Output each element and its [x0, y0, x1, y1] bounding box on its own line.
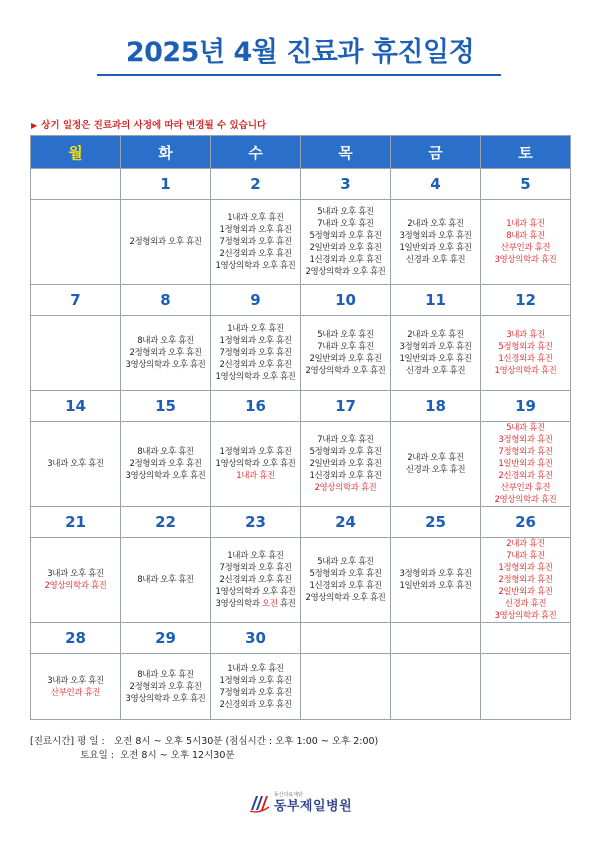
closure-entry: 1내과 오후 휴진: [227, 663, 284, 674]
closure-entry: 1내과 오후 휴진: [227, 213, 284, 223]
closure-entry: 2신경외과 오후 휴진: [219, 360, 292, 370]
page-title: 2025년 4월 진료과 휴진일정: [125, 37, 475, 68]
closure-entry: 7내과 휴진: [506, 551, 545, 561]
weekday-header: 월: [31, 136, 121, 169]
closure-entry: 8내과 오후 휴진: [137, 575, 194, 585]
closure-entry: 1영상의학과 오후 휴진: [215, 459, 296, 469]
date-cell: 12: [481, 285, 571, 316]
closure-entry: 2내과 오후 휴진: [407, 453, 464, 463]
closure-entry: 3내과 휴진: [506, 330, 545, 340]
closure-entry: 2신경외과 휴진: [498, 471, 553, 481]
closure-entry: 7정형외과 휴진: [498, 447, 553, 457]
weekday-header: 수: [211, 136, 301, 169]
events-cell: [31, 200, 121, 285]
closure-entry: 3정형외과 오후 휴진: [399, 569, 472, 579]
closure-entry: 신경과 오후 휴진: [405, 255, 466, 265]
date-cell: 2: [211, 169, 301, 200]
closure-entry: 2신경외과 오후 휴진: [219, 575, 292, 585]
events-row: [31, 654, 571, 720]
closure-entry: 3영상의학과 오후 휴진: [125, 693, 206, 704]
date-cell: 25: [391, 507, 481, 538]
events-row: [31, 316, 571, 391]
closure-entry: 7내과 오후 휴진: [317, 219, 374, 229]
date-cell: 10: [301, 285, 391, 316]
date-cell: 3: [301, 169, 391, 200]
closure-entry: 2신경외과 오후 휴진: [219, 249, 292, 259]
events-row: [31, 422, 571, 507]
closure-entry: 1일반외과 오후 휴진: [399, 243, 472, 253]
date-cell: [31, 169, 121, 200]
closure-entry: 7내과 오후 휴진: [317, 435, 374, 445]
closure-entry: 1신경외과 오후 휴진: [309, 581, 382, 591]
events-cell: [301, 538, 391, 623]
closure-entry: 2일반외과 오후 휴진: [309, 243, 382, 253]
closure-entry: 3영상의학과 오후 휴진: [125, 360, 206, 370]
logo-subtitle: 동산의료재단: [273, 792, 303, 798]
closure-entry: 8내과 오후 휴진: [137, 336, 194, 346]
date-cell: 22: [121, 507, 211, 538]
date-cell: 26: [481, 507, 571, 538]
closure-entry: 1영상의학과 오후 휴진: [215, 261, 296, 271]
events-cell: [481, 422, 571, 507]
events-cell: [211, 316, 301, 391]
closure-entry: 신경과 휴진: [504, 599, 547, 609]
closure-entry: 8내과 오후 휴진: [137, 447, 194, 457]
closure-entry: 3정형외과 오후 휴진: [399, 231, 472, 241]
date-cell: 7: [31, 285, 121, 316]
closure-entry: 1영상의학과 오후 휴진: [215, 587, 296, 597]
date-cell: [391, 623, 481, 654]
closure-entry: 3영상의학과 오후 휴진: [125, 471, 206, 481]
date-cell: 21: [31, 507, 121, 538]
date-row: [31, 391, 571, 422]
logo-name: 동부제일병원: [273, 799, 353, 814]
closure-entry: 2영상의학과 휴진: [314, 483, 377, 493]
closure-entry: 1내과 휴진: [506, 219, 545, 229]
closure-entry: 5정형외과 휴진: [498, 342, 553, 352]
hours-label: [진료시간]: [30, 736, 75, 747]
date-row: [31, 507, 571, 538]
events-cell: [211, 654, 301, 720]
closure-entry: 2내과 오후 휴진: [407, 219, 464, 229]
events-row: [31, 200, 571, 285]
date-cell: 16: [211, 391, 301, 422]
closure-entry: 1일반외과 휴진: [498, 459, 553, 469]
notice-text: 상기 일정은 진료과의 사정에 따라 변경될 수 있습니다: [41, 120, 267, 131]
title-underline: [97, 74, 501, 76]
closure-entry: 5내과 오후 휴진: [317, 557, 374, 567]
events-cell: [121, 316, 211, 391]
events-cell: [121, 200, 211, 285]
closure-entry: 2영상의학과 오후 휴진: [305, 593, 386, 603]
closure-entry: 5내과 오후 휴진: [317, 330, 374, 340]
closure-entry: 1정형외과 오후 휴진: [219, 675, 292, 686]
date-cell: 29: [121, 623, 211, 654]
events-cell: [31, 422, 121, 507]
saturday-hours: 오전 8시 ~ 오후 12시30분: [120, 750, 235, 761]
closure-entry: 1신경외과 휴진: [498, 354, 553, 364]
events-row: [31, 538, 571, 623]
closure-entry: 3내과 오후 휴진: [47, 675, 104, 686]
date-row: [31, 285, 571, 316]
events-cell: [31, 316, 121, 391]
closure-entry: 2영상의학과 오후 휴진: [305, 267, 386, 277]
closure-entry: 2정형외과 오후 휴진: [129, 681, 202, 692]
events-cell: [31, 538, 121, 623]
closure-entry: 1정형외과 오후 휴진: [219, 225, 292, 235]
closure-entry: 1내과 휴진: [236, 471, 275, 481]
events-cell: [391, 654, 481, 720]
closure-entry: 2영상의학과 오후 휴진: [305, 366, 386, 376]
events-cell: [391, 316, 481, 391]
weekday-header: 화: [121, 136, 211, 169]
events-cell: [391, 538, 481, 623]
hours-weekday-row: [30, 735, 378, 749]
closure-entry: 1정형외과 휴진: [498, 563, 553, 573]
closure-entry: 2정형외과 오후 휴진: [129, 459, 202, 469]
closure-entry: 1영상의학과 휴진: [494, 366, 557, 376]
events-cell: [301, 316, 391, 391]
date-cell: 11: [391, 285, 481, 316]
closure-entry: 3정형외과 휴진: [498, 435, 553, 445]
events-cell: [391, 422, 481, 507]
closure-entry: 2내과 오후 휴진: [407, 330, 464, 340]
weekday-header: 금: [391, 136, 481, 169]
events-cell: [481, 316, 571, 391]
closure-entry: 산부인과 휴진: [50, 687, 101, 698]
weekday-header: 목: [301, 136, 391, 169]
date-cell: 14: [31, 391, 121, 422]
date-cell: 9: [211, 285, 301, 316]
calendar-body: [31, 169, 571, 720]
closure-entry: 2일반외과 오후 휴진: [309, 459, 382, 469]
closure-entry: 7정형외과 오후 휴진: [219, 237, 292, 247]
events-cell: [211, 200, 301, 285]
closure-entry: 5정형외과 오후 휴진: [309, 447, 382, 457]
closure-entry: 1신경외과 오후 휴진: [309, 255, 382, 265]
closure-entry: 신경과 오후 휴진: [405, 465, 466, 475]
events-cell: [121, 422, 211, 507]
closure-entry: 2영상의학과 휴진: [494, 495, 557, 505]
closure-entry: 7정형외과 오후 휴진: [219, 563, 292, 573]
date-cell: 17: [301, 391, 391, 422]
weekday-header-row: [31, 136, 571, 169]
date-cell: 28: [31, 623, 121, 654]
closure-entry: 5정형외과 오후 휴진: [309, 231, 382, 241]
saturday-label: 토요일 :: [80, 750, 114, 761]
closure-entry: 3영상의학과 휴진: [494, 611, 557, 621]
hospital-logo-icon: [248, 792, 270, 814]
date-cell: 1: [121, 169, 211, 200]
closure-entry: 1내과 오후 휴진: [227, 551, 284, 561]
date-cell: 23: [211, 507, 301, 538]
closure-entry: 7내과 오후 휴진: [317, 342, 374, 352]
calendar-table: [30, 135, 571, 720]
closure-entry: 7정형외과 오후 휴진: [219, 687, 292, 698]
closure-entry: 2일반외과 휴진: [498, 587, 553, 597]
closure-entry: 2영상의학과 휴진: [44, 581, 107, 591]
closure-entry: 1신경외과 오후 휴진: [309, 471, 382, 481]
closure-entry: 7정형외과 오후 휴진: [219, 348, 292, 358]
closure-entry: 2정형외과 오후 휴진: [129, 348, 202, 358]
events-cell: [301, 200, 391, 285]
weekday-hours: 오전 8시 ~ 오후 5시30분 (점심시간 : 오후 1:00 ~ 오후 2:00): [114, 736, 379, 747]
date-cell: 18: [391, 391, 481, 422]
closure-entry: 산부인과 휴진: [500, 243, 551, 253]
events-cell: [481, 654, 571, 720]
closure-entry: 1일반외과 오후 휴진: [399, 354, 472, 364]
date-row: [31, 623, 571, 654]
closure-entry: 5정형외과 오후 휴진: [309, 569, 382, 579]
events-cell: [301, 654, 391, 720]
date-cell: 30: [211, 623, 301, 654]
closure-entry: 8내과 휴진: [506, 231, 545, 241]
closure-entry: 1정형외과 오후 휴진: [219, 447, 292, 457]
closure-entry: 3정형외과 오후 휴진: [399, 342, 472, 352]
date-cell: 15: [121, 391, 211, 422]
triangle-right-icon: ▶: [31, 121, 38, 130]
date-cell: 5: [481, 169, 571, 200]
date-row: [31, 169, 571, 200]
weekday-label: 평 일 :: [77, 736, 105, 747]
closure-entry: 3영상의학과 휴진: [494, 255, 557, 265]
hospital-logo: [0, 792, 600, 818]
closure-entry: 8내과 오후 휴진: [137, 669, 194, 680]
events-cell: [481, 200, 571, 285]
events-cell: [121, 538, 211, 623]
closure-entry: 5내과 휴진: [506, 423, 545, 433]
events-cell: [121, 654, 211, 720]
weekday-header: 토: [481, 136, 571, 169]
closure-highlight: 오전: [261, 599, 278, 609]
closure-entry: 산부인과 휴진: [500, 483, 551, 493]
events-cell: [481, 538, 571, 623]
date-cell: 24: [301, 507, 391, 538]
closure-entry: 5내과 오후 휴진: [317, 207, 374, 217]
closure-entry: 3영상의학과 오전 휴진: [215, 599, 296, 609]
closure-entry: 1일반외과 오후 휴진: [399, 581, 472, 591]
closure-entry: 2내과 휴진: [506, 539, 545, 549]
closure-entry: 신경과 오후 휴진: [405, 366, 466, 376]
clinic-hours-saturday: [30, 749, 235, 763]
closure-entry: 2일반외과 오후 휴진: [309, 354, 382, 364]
events-cell: [31, 654, 121, 720]
date-cell: [481, 623, 571, 654]
date-cell: 8: [121, 285, 211, 316]
closure-entry: 2신경외과 오후 휴진: [219, 699, 292, 710]
events-cell: [301, 422, 391, 507]
closure-entry: 1내과 오후 휴진: [227, 324, 284, 334]
closure-entry: 1영상의학과 오후 휴진: [215, 372, 296, 382]
date-cell: 19: [481, 391, 571, 422]
events-cell: [391, 200, 481, 285]
closure-entry: 3내과 오후 휴진: [47, 459, 104, 469]
closure-entry: 3내과 오후 휴진: [47, 569, 104, 579]
closure-entry: 1정형외과 오후 휴진: [219, 336, 292, 346]
date-cell: 4: [391, 169, 481, 200]
events-cell: [211, 422, 301, 507]
closure-entry: 2정형외과 휴진: [498, 575, 553, 585]
date-cell: [301, 623, 391, 654]
notice: [31, 117, 266, 131]
closure-entry: 2정형외과 오후 휴진: [129, 237, 202, 247]
events-cell: [211, 538, 301, 623]
